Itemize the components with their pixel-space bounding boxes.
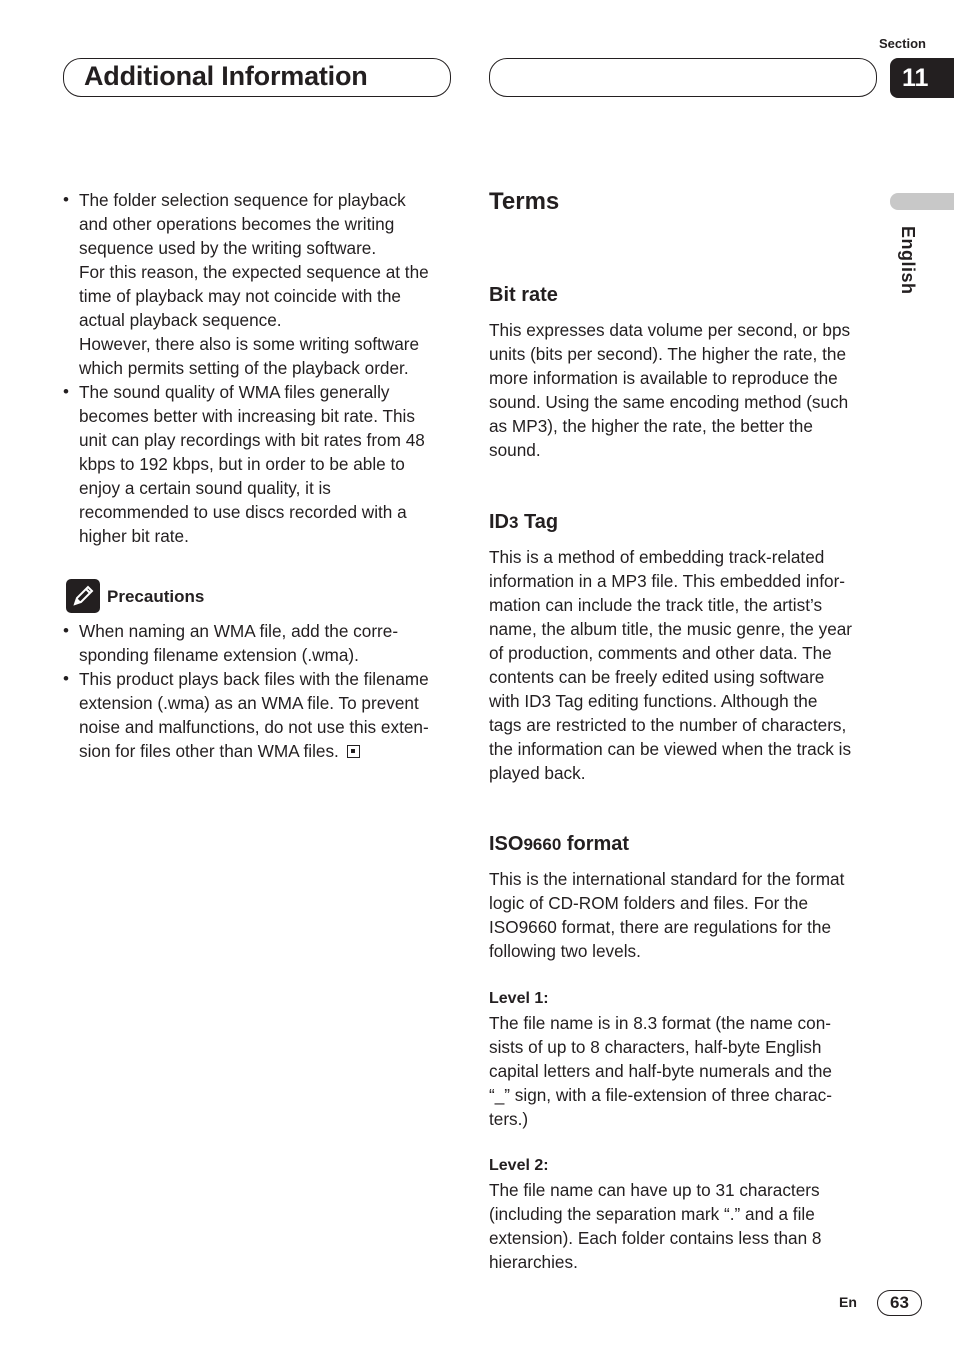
text-line: enjoy a certain sound quality, it is (79, 478, 331, 498)
heading-part: Tag (518, 511, 559, 533)
text-line: of production, comments and other data. The (489, 643, 832, 663)
heading-part: 3 (509, 513, 519, 532)
terms-heading: Terms (489, 188, 560, 215)
text-line: However, there also is some writing software (79, 334, 420, 354)
text-line: following two levels. (489, 941, 641, 961)
level2-block (489, 1154, 877, 1274)
heading-part: 9660 (523, 835, 562, 854)
id3-tag-heading (489, 509, 558, 536)
text-line: higher bit rate. (79, 526, 189, 546)
text-line: noise and malfunctions, do not use this exten- (79, 717, 429, 737)
text-line (79, 739, 453, 763)
text-line: sequence used by the writing software. (79, 238, 377, 258)
list-item (63, 619, 453, 667)
text-line: • The folder selection sequence for playback (79, 190, 406, 210)
text-line: • This product plays back files with the filename (79, 669, 429, 689)
text-line: This expresses data volume per second, or bps (489, 320, 851, 340)
bit-rate-body (489, 318, 877, 462)
language-tab (890, 193, 954, 210)
text-line: The file name is in 8.3 format (the name con- (489, 1013, 831, 1033)
text-line: played back. (489, 763, 586, 783)
text-line: hierarchies. (489, 1252, 578, 1272)
text-line: and other operations becomes the writing (79, 214, 395, 234)
footer-language-code: En (839, 1294, 857, 1310)
list-item (63, 667, 453, 763)
text-line: the information can be viewed when the track is (489, 739, 852, 759)
section-label: Section (879, 36, 926, 51)
note-pencil-icon (66, 579, 100, 613)
text-line: For this reason, the expected sequence at the (79, 262, 429, 282)
iso9660-body (489, 867, 877, 963)
text-line: ISO9660 format, there are regulations for the (489, 917, 832, 937)
text-line: with ID3 Tag editing functions. Although the (489, 691, 818, 711)
list-item (63, 188, 453, 380)
level1-block (489, 987, 877, 1131)
language-label: English (898, 226, 918, 295)
heading-part: ID (489, 511, 509, 533)
section-number-tab: 11 (890, 58, 954, 98)
level-1-label: Level 1: (489, 990, 549, 1007)
text-line: ters.) (489, 1109, 529, 1129)
page-title: Additional Information (84, 61, 368, 91)
text-line: • The sound quality of WMA files generally (79, 382, 390, 402)
text-line: sound. Using the same encoding method (such (489, 392, 849, 412)
text-line: which permits setting of the playback order. (79, 358, 409, 378)
text-line: extension (.wma) as an WMA file. To prevent (79, 693, 419, 713)
text-line: name, the album title, the music genre, the year (489, 619, 853, 639)
text-line: more information is available to reproduce the (489, 368, 838, 388)
text-line: sound. (489, 440, 541, 460)
iso9660-heading (489, 831, 629, 858)
text-line: recommended to use discs recorded with a (79, 502, 407, 522)
text-line: capital letters and half-byte numerals and the (489, 1061, 832, 1081)
text-line: information in a MP3 file. This embedded infor- (489, 571, 846, 591)
text-line: logic of CD-ROM folders and files. For the (489, 893, 809, 913)
left-column-bullets (63, 188, 453, 548)
text-line: units (bits per second). The higher the rate, the (489, 344, 847, 364)
text-line: as MP3), the higher the rate, the better the (489, 416, 813, 436)
text-line: (including the separation mark “.” and a file (489, 1204, 815, 1224)
text-line: The file name can have up to 31 characters (489, 1180, 820, 1200)
page-number: 63 (877, 1290, 922, 1316)
bit-rate-heading: Bit rate (489, 284, 558, 306)
text-span: sion for files other than WMA files. (79, 741, 339, 761)
text-line: sists of up to 8 characters, half-byte English (489, 1037, 822, 1057)
id3-tag-body (489, 545, 877, 785)
heading-part: ISO (489, 833, 524, 855)
heading-part: format (561, 833, 630, 855)
text-line: unit can play recordings with bit rates from 48 (79, 430, 425, 450)
text-line: actual playback sequence. (79, 310, 282, 330)
list-item (63, 380, 453, 548)
text-line: sponding filename extension (.wma). (79, 645, 359, 665)
text-line: “_” sign, with a file-extension of three charac- (489, 1085, 832, 1105)
precautions-bullets (63, 619, 453, 763)
text-line: kbps to 192 kbps, but in order to be able to (79, 454, 405, 474)
text-line: • When naming an WMA file, add the corre- (79, 621, 399, 641)
text-line: This is a method of embedding track-related (489, 547, 825, 567)
header-blank-frame (489, 58, 877, 97)
end-of-section-icon (347, 745, 360, 758)
level-2-label: Level 2: (489, 1157, 549, 1174)
text-line: contents can be freely edited using software (489, 667, 825, 687)
precautions-title: Precautions (107, 587, 205, 606)
text-line: mation can include the track title, the artist’s (489, 595, 823, 615)
text-line: extension). Each folder contains less than 8 (489, 1228, 822, 1248)
text-line: tags are restricted to the number of characters, (489, 715, 847, 735)
text-line: time of playback may not coincide with the (79, 286, 401, 306)
text-line: becomes better with increasing bit rate. This (79, 406, 415, 426)
text-line: This is the international standard for the format (489, 869, 845, 889)
